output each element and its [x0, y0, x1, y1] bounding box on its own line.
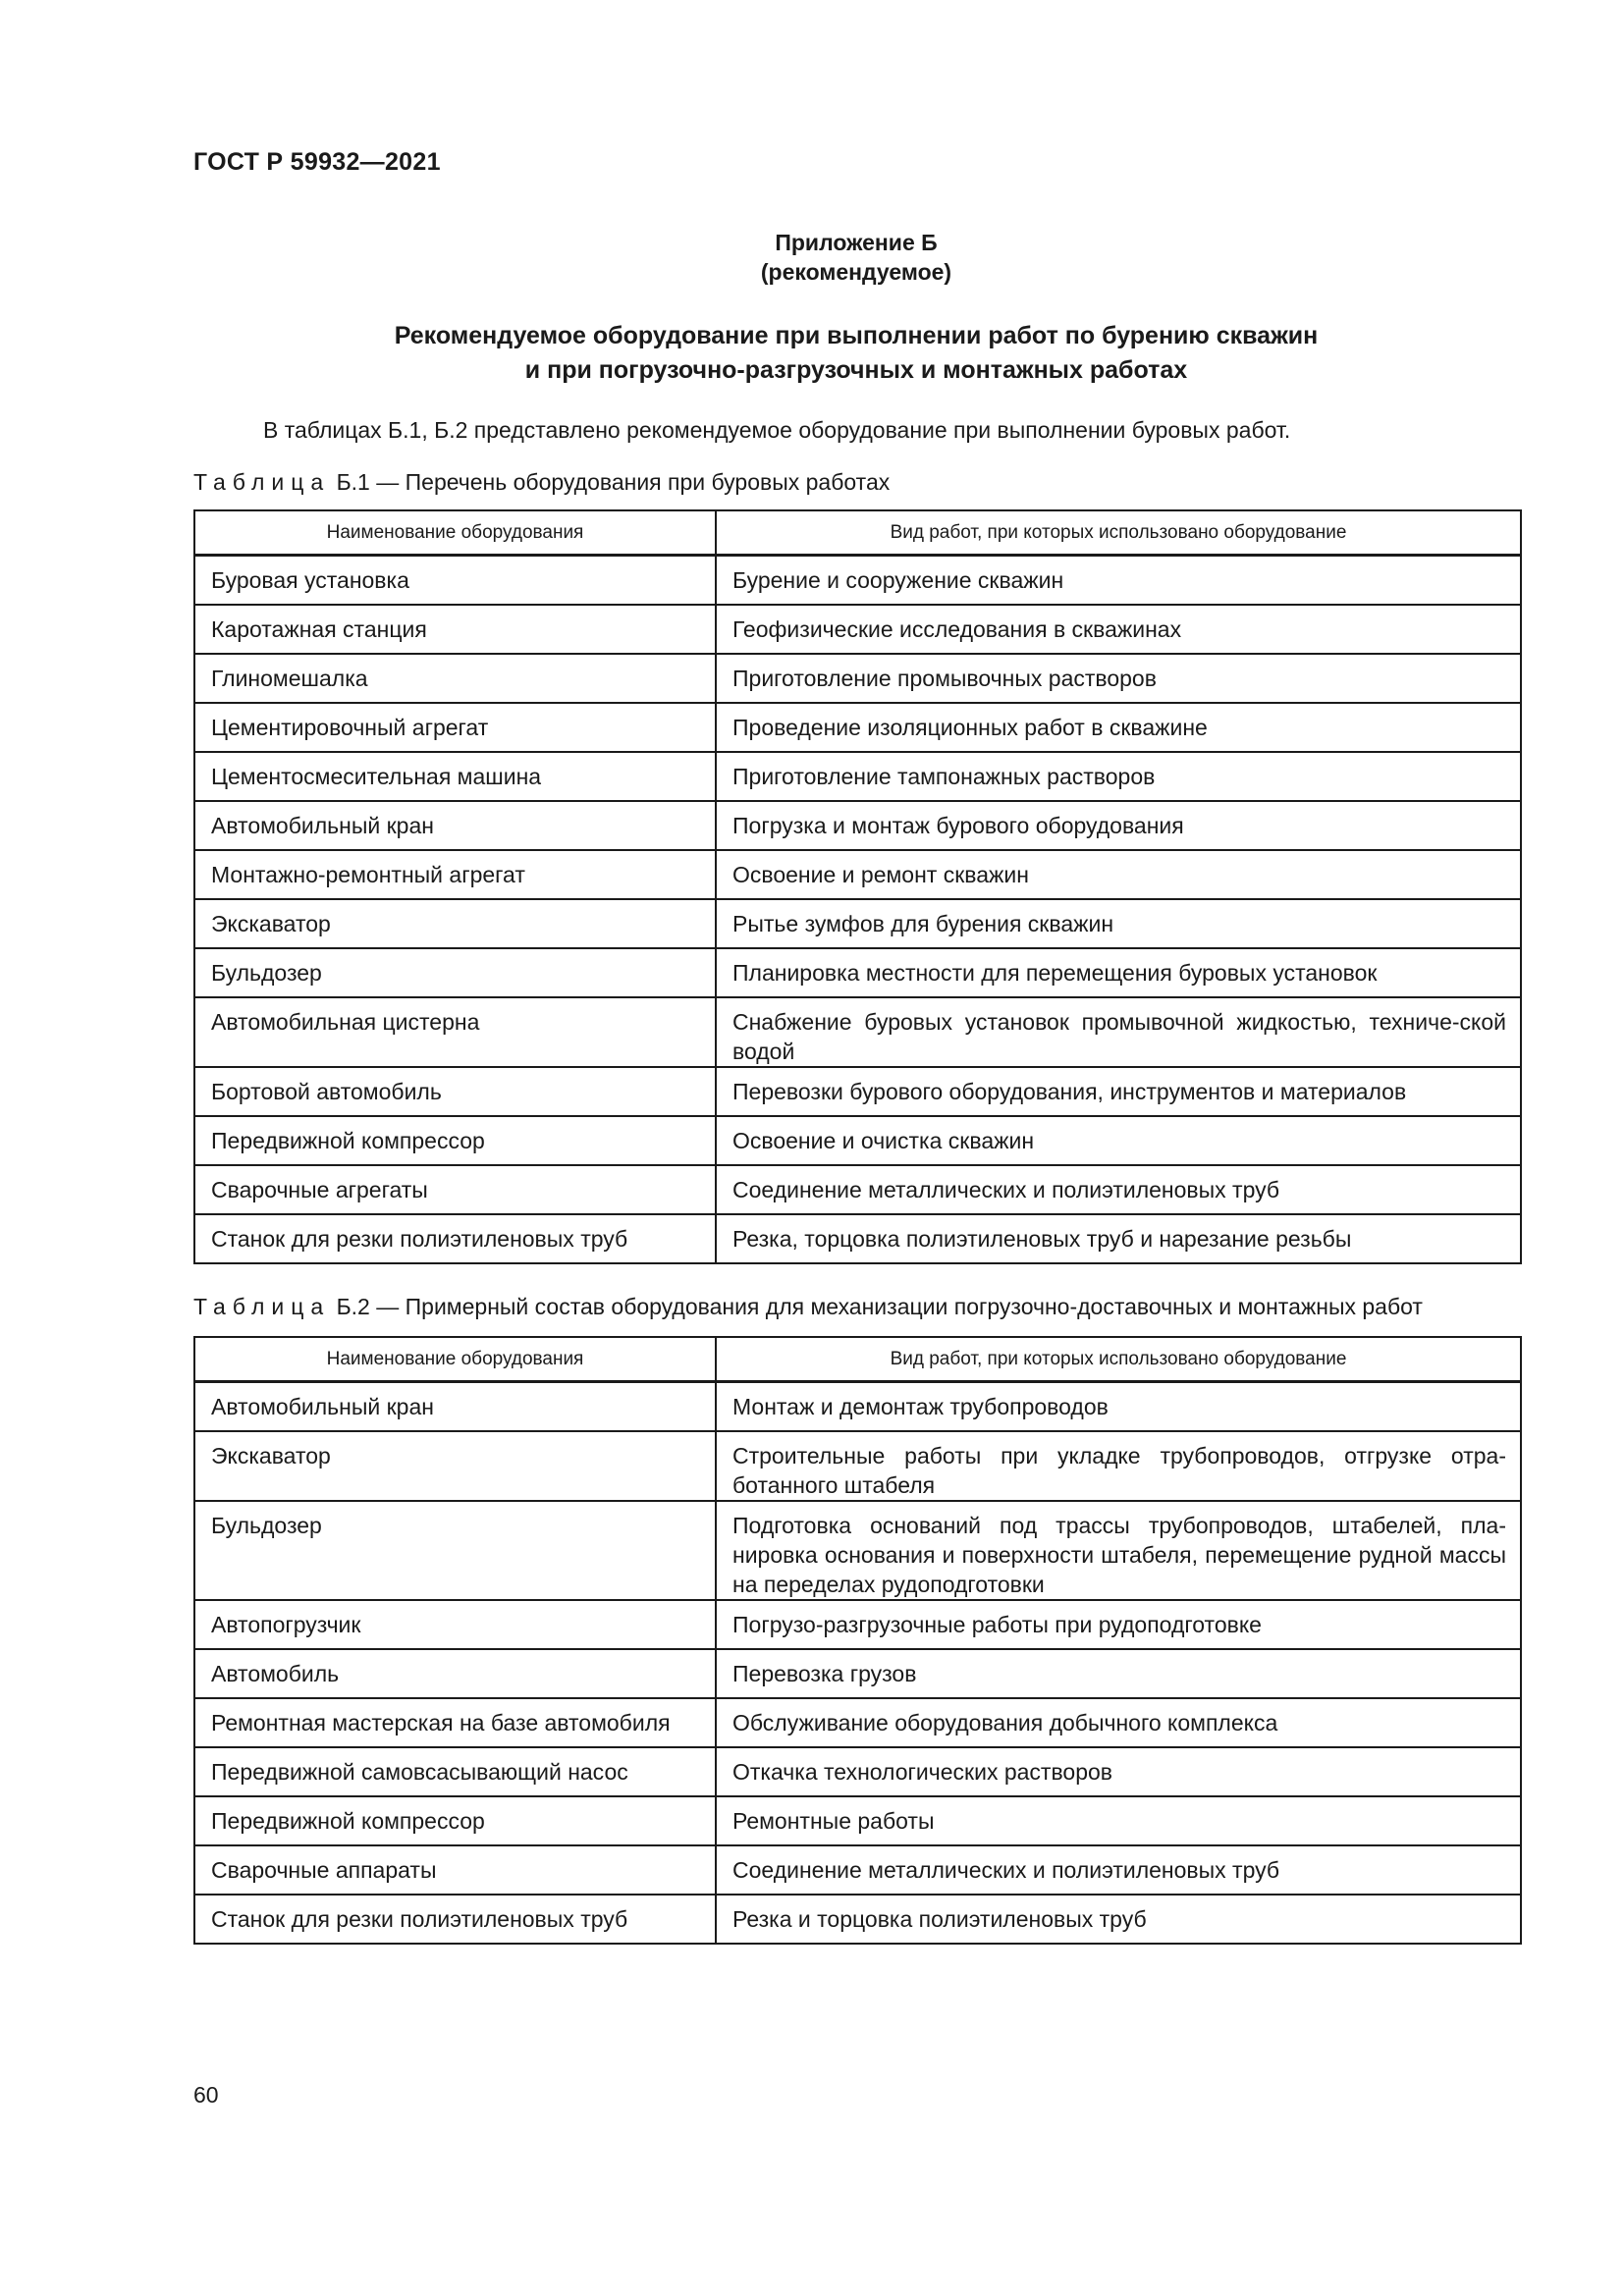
work-cell: Рытье зумфов для бурения скважин — [716, 899, 1521, 948]
work-cell: Геофизические исследования в скважинах — [716, 605, 1521, 654]
work-cell: Резка, торцовка полиэтиленовых труб и нарезание резьбы — [716, 1214, 1521, 1263]
table-row — [194, 1845, 1521, 1895]
equipment-cell: Бульдозер — [194, 948, 716, 997]
table-row — [194, 605, 1521, 654]
work-cell: Ремонтные работы — [716, 1796, 1521, 1845]
table-row — [194, 556, 1521, 605]
table-1-caption — [193, 469, 890, 496]
work-cell: Подготовка оснований под трассы трубопроводов, штабелей, пла-нировка основания и поверхности штабеля, перемещение рудной массы на переделах рудоподготовки — [716, 1501, 1521, 1600]
table-1 — [193, 509, 1522, 1264]
table-row — [194, 1382, 1521, 1431]
equipment-cell: Автомобильная цистерна — [194, 997, 716, 1067]
equipment-cell: Цементосмесительная машина — [194, 752, 716, 801]
work-cell: Соединение металлических и полиэтиленовых труб — [716, 1845, 1521, 1895]
equipment-cell: Монтажно-ремонтный агрегат — [194, 850, 716, 899]
table-row — [194, 1431, 1521, 1501]
table-row — [194, 1214, 1521, 1263]
equipment-cell: Каротажная станция — [194, 605, 716, 654]
equipment-cell: Станок для резки полиэтиленовых труб — [194, 1214, 716, 1263]
table-2-caption-text: Б.2 — Примерный состав оборудования для механизации погрузочно-доставочных и монтажных работ — [336, 1294, 1423, 1319]
table-row — [194, 654, 1521, 703]
table-row — [194, 1501, 1521, 1600]
table-2-body — [194, 1382, 1521, 1944]
equipment-cell: Буровая установка — [194, 556, 716, 605]
work-cell: Снабжение буровых установок промывочной жидкостью, техниче-ской водой — [716, 997, 1521, 1067]
equipment-cell: Экскаватор — [194, 1431, 716, 1501]
work-cell: Соединение металлических и полиэтиленовых труб — [716, 1165, 1521, 1214]
work-cell: Приготовление тампонажных растворов — [716, 752, 1521, 801]
table-2 — [193, 1336, 1522, 1945]
equipment-cell: Глиномешалка — [194, 654, 716, 703]
equipment-cell: Передвижной самовсасывающий насос — [194, 1747, 716, 1796]
equipment-cell: Ремонтная мастерская на базе автомобиля — [194, 1698, 716, 1747]
document-code: ГОСТ Р 59932—2021 — [193, 148, 441, 176]
work-cell: Приготовление промывочных растворов — [716, 654, 1521, 703]
section-title-line-2: и при погрузочно-разгрузочных и монтажных работах — [524, 356, 1188, 384]
table-2-header-row — [194, 1337, 1521, 1382]
table-1-header-row — [194, 510, 1521, 556]
equipment-cell: Сварочные агрегаты — [194, 1165, 716, 1214]
equipment-cell: Бульдозер — [194, 1501, 716, 1600]
equipment-cell: Станок для резки полиэтиленовых труб — [194, 1895, 716, 1944]
table-row — [194, 1600, 1521, 1649]
equipment-cell: Передвижной компрессор — [194, 1116, 716, 1165]
table-row — [194, 899, 1521, 948]
work-cell: Освоение и очистка скважин — [716, 1116, 1521, 1165]
work-cell: Перевозка грузов — [716, 1649, 1521, 1698]
table-row — [194, 1895, 1521, 1944]
table-2-col-work-header: Вид работ, при которых использовано оборудование — [716, 1337, 1521, 1382]
table-row — [194, 1649, 1521, 1698]
equipment-cell: Сварочные аппараты — [194, 1845, 716, 1895]
table-row — [194, 1116, 1521, 1165]
work-cell: Планировка местности для перемещения буровых установок — [716, 948, 1521, 997]
work-cell: Освоение и ремонт скважин — [716, 850, 1521, 899]
work-cell: Монтаж и демонтаж трубопроводов — [716, 1382, 1521, 1431]
table-1-col-work-header: Вид работ, при которых использовано оборудование — [716, 510, 1521, 556]
work-cell: Погрузо-разгрузочные работы при рудоподготовке — [716, 1600, 1521, 1649]
table-1-body — [194, 556, 1521, 1263]
table-row — [194, 1165, 1521, 1214]
equipment-cell: Автомобиль — [194, 1649, 716, 1698]
table-1-caption-prefix: Таблица — [193, 469, 331, 495]
equipment-cell: Автопогрузчик — [194, 1600, 716, 1649]
work-cell: Перевозки бурового оборудования, инструментов и материалов — [716, 1067, 1521, 1116]
appendix-note: (рекомендуемое) — [760, 259, 952, 285]
table-row — [194, 850, 1521, 899]
equipment-cell: Автомобильный кран — [194, 801, 716, 850]
work-cell: Откачка технологических растворов — [716, 1747, 1521, 1796]
table-2-col-equipment-header: Наименование оборудования — [194, 1337, 716, 1382]
table-row — [194, 801, 1521, 850]
work-cell: Проведение изоляционных работ в скважине — [716, 703, 1521, 752]
equipment-cell: Цементировочный агрегат — [194, 703, 716, 752]
table-1-col-equipment-header: Наименование оборудования — [194, 510, 716, 556]
work-cell: Обслуживание оборудования добычного комплекса — [716, 1698, 1521, 1747]
equipment-cell: Передвижной компрессор — [194, 1796, 716, 1845]
table-row — [194, 752, 1521, 801]
table-row — [194, 1067, 1521, 1116]
table-row — [194, 1796, 1521, 1845]
table-2-caption — [193, 1294, 1423, 1320]
table-row — [194, 948, 1521, 997]
equipment-cell: Автомобильный кран — [194, 1382, 716, 1431]
work-cell: Погрузка и монтаж бурового оборудования — [716, 801, 1521, 850]
table-row — [194, 1698, 1521, 1747]
table-2-caption-prefix: Таблица — [193, 1294, 331, 1319]
table-row — [194, 1747, 1521, 1796]
intro-paragraph: В таблицах Б.1, Б.2 представлено рекомендуемое оборудование при выполнении буровых работ. — [263, 417, 1291, 443]
work-cell: Резка и торцовка полиэтиленовых труб — [716, 1895, 1521, 1944]
work-cell: Строительные работы при укладке трубопроводов, отгрузке отра-ботанного штабеля — [716, 1431, 1521, 1501]
section-title-line-1: Рекомендуемое оборудование при выполнении работ по бурению скважин — [394, 322, 1319, 349]
appendix-title: Приложение Б — [775, 230, 938, 255]
equipment-cell: Бортовой автомобиль — [194, 1067, 716, 1116]
table-row — [194, 703, 1521, 752]
work-cell: Бурение и сооружение скважин — [716, 556, 1521, 605]
page-number: 60 — [193, 2082, 219, 2108]
equipment-cell: Экскаватор — [194, 899, 716, 948]
table-1-caption-text: Б.1 — Перечень оборудования при буровых работах — [336, 469, 891, 495]
table-row — [194, 997, 1521, 1067]
